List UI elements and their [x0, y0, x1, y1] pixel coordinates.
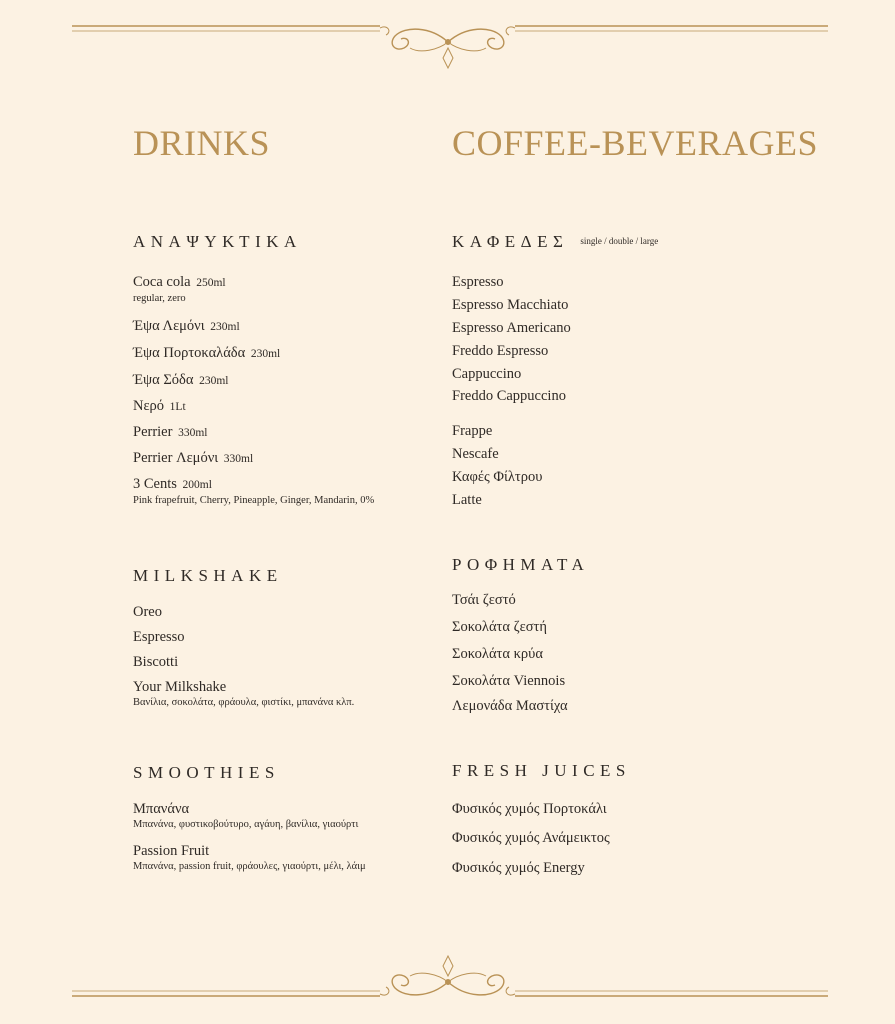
menu-item-espresso-americano — [452, 319, 571, 337]
item-name: Freddo Espresso — [452, 343, 549, 359]
item-name: Φυσικός χυμός Energy — [452, 860, 585, 876]
item-name: Σοκολάτα ζεστή — [452, 619, 547, 635]
item-name: Espresso — [452, 274, 504, 290]
item-name: Nescafe — [452, 446, 499, 462]
menu-item-espresso-macchiato — [452, 296, 568, 314]
item-name: Σοκολάτα Viennois — [452, 673, 566, 689]
item-name: Τσάι ζεστό — [452, 592, 516, 608]
item-description: Μπανάνα, passion fruit, φράουλες, γιαούρτι, μέλι, λάιμ — [133, 861, 366, 872]
section-title — [452, 232, 812, 252]
item-name: Espresso Americano — [452, 320, 571, 336]
item-description: regular, zero — [133, 293, 186, 304]
item-description: Βανίλια, σοκολάτα, φράουλα, φιστίκι, μπανάνα κλπ. — [133, 697, 355, 708]
item-size: 230ml — [250, 348, 281, 360]
item-name: Biscotti — [133, 654, 179, 670]
menu-item-hot-tea — [452, 591, 516, 609]
menu-item-freddo-cappuccino — [452, 387, 566, 405]
item-size: 200ml — [182, 479, 212, 491]
menu-item-oreo — [133, 603, 162, 621]
menu-item-coca-cola — [133, 273, 226, 306]
section-milkshake — [133, 566, 433, 586]
menu-item-chocolate-viennois — [452, 672, 565, 690]
item-name: Φυσικός χυμός Πορτοκάλι — [452, 801, 607, 817]
item-name: Σοκολάτα κρύα — [452, 646, 543, 662]
section-title: ΡΟΦΗΜΑΤΑ — [452, 555, 590, 574]
item-name: Freddo Cappuccino — [452, 388, 566, 404]
bottom-ornament-divider — [0, 950, 895, 1020]
item-name: Φυσικός χυμός Ανάμεικτος — [452, 830, 610, 846]
item-name: Έψα Πορτοκαλάδα — [133, 345, 246, 361]
item-size: 330ml — [223, 453, 254, 465]
section-anapsyktika — [133, 232, 433, 252]
menu-item-3-cents — [133, 475, 374, 508]
menu-item-passion-fruit — [133, 842, 366, 874]
menu-item-nero — [133, 397, 186, 416]
section-title: ΑΝΑΨΥΚΤΙΚΑ — [133, 232, 302, 251]
item-name: Frappe — [452, 423, 493, 439]
menu-item-epsa-lemoni — [133, 317, 240, 336]
item-size: 250ml — [196, 277, 226, 289]
item-name: Your Milkshake — [133, 679, 227, 695]
menu-item-banana — [133, 800, 358, 832]
item-name: Oreo — [133, 604, 162, 620]
menu-item-energy-juice — [452, 859, 585, 877]
item-name: Espresso Macchiato — [452, 297, 569, 313]
item-size: 230ml — [210, 321, 240, 333]
menu-item-filter-coffee — [452, 468, 542, 486]
item-name: Cappuccino — [452, 366, 522, 382]
item-name: Passion Fruit — [133, 843, 210, 859]
item-name: Καφές Φίλτρου — [452, 469, 543, 485]
menu-item-latte — [452, 491, 482, 509]
menu-item-mastiha-lemonade — [452, 697, 568, 715]
menu-item-nescafe — [452, 445, 499, 463]
menu-item-frappe — [452, 422, 492, 440]
menu-item-perrier — [133, 423, 207, 442]
menu-item-espresso — [133, 628, 185, 646]
item-name: Λεμονάδα Μαστίχα — [452, 698, 568, 714]
coffee-beverages-heading: COFFEE-BEVERAGES — [452, 123, 819, 163]
menu-item-perrier-lemoni — [133, 449, 253, 468]
menu-item-mixed-juice — [452, 829, 610, 847]
item-name: Νερό — [133, 398, 165, 414]
item-description: Μπανάνα, φυστικοβούτυρο, αγάυη, βανίλια, γιαούρτι — [133, 819, 359, 830]
menu-item-cold-chocolate — [452, 645, 543, 663]
menu-item-your-milkshake — [133, 678, 354, 710]
section-smoothies — [133, 763, 433, 783]
item-name: Espresso — [133, 629, 185, 645]
section-kafedes — [452, 232, 812, 252]
menu-item-freddo-espresso — [452, 342, 548, 360]
section-fresh-juices — [452, 761, 812, 781]
menu-item-cappuccino — [452, 365, 521, 383]
section-title-text: ΚΑΦΕΔΕΣ — [452, 232, 569, 251]
item-size: 1Lt — [169, 401, 186, 413]
menu-item-espresso — [452, 273, 504, 291]
size-options-note: single / double / large — [580, 236, 659, 246]
item-name: Έψα Σόδα — [133, 372, 194, 388]
section-title: FRESH JUICES — [452, 761, 631, 780]
item-name: Μπανάνα — [133, 801, 190, 817]
item-name: Perrier Λεμόνι — [133, 450, 219, 466]
section-rofimata — [452, 555, 812, 575]
item-name: Έψα Λεμόνι — [133, 318, 205, 334]
item-name: Coca cola — [133, 274, 191, 290]
item-name: Latte — [452, 492, 482, 508]
menu-item-hot-chocolate — [452, 618, 547, 636]
menu-item-biscotti — [133, 653, 178, 671]
menu-item-orange-juice — [452, 800, 607, 818]
menu-item-epsa-portokalada — [133, 344, 280, 363]
drinks-heading: DRINKS — [133, 123, 271, 163]
item-size: 230ml — [199, 375, 229, 387]
section-title: MILKSHAKE — [133, 566, 283, 585]
item-name: 3 Cents — [133, 476, 177, 492]
menu-item-epsa-soda — [133, 371, 229, 390]
item-name: Perrier — [133, 424, 173, 440]
top-ornament-divider — [0, 8, 895, 78]
item-size: 330ml — [178, 427, 208, 439]
section-title: SMOOTHIES — [133, 763, 280, 782]
item-description: Pink frapefruit, Cherry, Pineapple, Ginger, Mandarin, 0% — [133, 495, 375, 506]
